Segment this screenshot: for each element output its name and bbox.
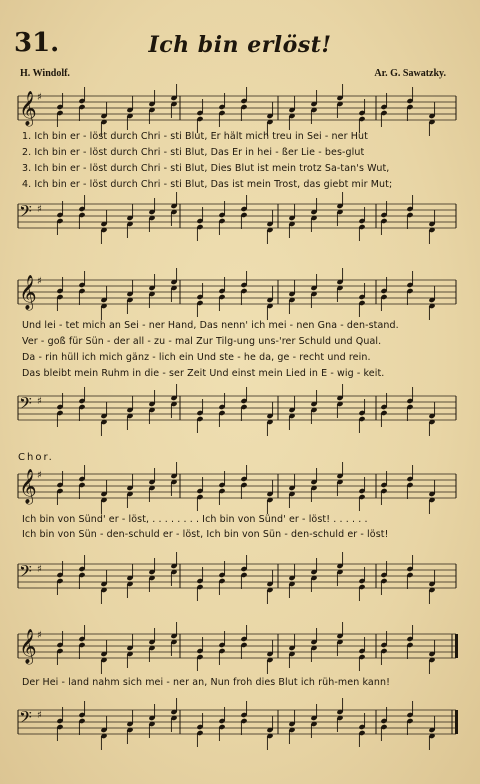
- verse-4-line-1: 4. Ich bin er - löst durch Chri - sti Blut, Das ist mein Trost, das giebt mir Mut;: [22, 179, 393, 190]
- bass-clef-icon: 𝄢: [19, 201, 32, 225]
- composer-credit: Ar. G. Sawatzky.: [374, 68, 446, 79]
- hymn-number: 31.: [14, 28, 60, 58]
- system-3-treble-staff: [0, 466, 480, 514]
- treble-clef-icon: 𝄞: [19, 629, 37, 664]
- key-signature-sharp-icon: ♯: [37, 92, 42, 103]
- system-2-bass-staff: [0, 388, 480, 436]
- verse-4-line-2: Das bleibt mein Ruhm in die - ser Zeit Und einst mein Lied in E - wig - keit.: [22, 368, 385, 379]
- key-signature-sharp-icon: ♯: [37, 630, 42, 641]
- key-signature-sharp-icon: ♯: [37, 276, 42, 287]
- system-4-treble-staff: [0, 626, 480, 674]
- key-signature-sharp-icon: ♯: [37, 710, 42, 721]
- verse-1-line-1: 1. Ich bin er - löst durch Chri - sti Blut, Er hält mich treu in Sei - ner Hut: [22, 131, 368, 142]
- hymn-title: Ich bin erlöst!: [148, 32, 332, 58]
- key-signature-sharp-icon: ♯: [37, 470, 42, 481]
- system-1-bass-staff: [0, 196, 480, 244]
- lyricist-credit: H. Windolf.: [20, 68, 70, 79]
- key-signature-sharp-icon: ♯: [37, 204, 42, 215]
- chorus-line-2: Ich bin von Sün - den-schuld er - löst, Ich bin von Sün - den-schuld er - löst!: [22, 529, 389, 540]
- bass-clef-icon: 𝄢: [19, 393, 32, 417]
- verse-3-line-2: Da - rin hüll ich mich gänz - lich ein Und ste - he da, ge - recht und rein.: [22, 352, 371, 363]
- treble-clef-icon: 𝄞: [19, 91, 37, 126]
- bass-clef-icon: 𝄢: [19, 707, 32, 731]
- treble-clef-icon: 𝄞: [19, 469, 37, 504]
- system-3-bass-staff: [0, 556, 480, 604]
- chorus-line-1: Ich bin von Sünd' er - löst, . . . . . . . . Ich bin von Sünd' er - löst! . . . . . .: [22, 514, 368, 525]
- verse-2-line-2: Ver - goß für Sün - der all - zu - mal Zur Tilg-ung uns-'rer Schuld und Qual.: [22, 336, 382, 347]
- treble-clef-icon: 𝄞: [19, 275, 37, 310]
- system-1-treble-staff: [0, 88, 480, 136]
- verse-2-line-1: 2. Ich bin er - löst durch Chri - sti Blut, Das Er in hei - ßer Lie - bes-glut: [22, 147, 365, 158]
- verse-1-line-2: Und lei - tet mich an Sei - ner Hand, Das nenn' ich mei - nen Gna - den-stand.: [22, 320, 399, 331]
- key-signature-sharp-icon: ♯: [37, 564, 42, 575]
- verse-3-line-1: 3. Ich bin er - löst durch Chri - sti Blut, Dies Blut ist mein trotz Sa-tan's Wut,: [22, 163, 390, 174]
- final-lyric-line: Der Hei - land nahm sich mei - ner an, Nun froh dies Blut ich rüh-men kann!: [22, 677, 390, 688]
- bass-clef-icon: 𝄢: [19, 561, 32, 585]
- system-4-bass-staff: [0, 702, 480, 750]
- chorus-label: Chor.: [18, 452, 54, 463]
- system-2-treble-staff: [0, 272, 480, 320]
- key-signature-sharp-icon: ♯: [37, 396, 42, 407]
